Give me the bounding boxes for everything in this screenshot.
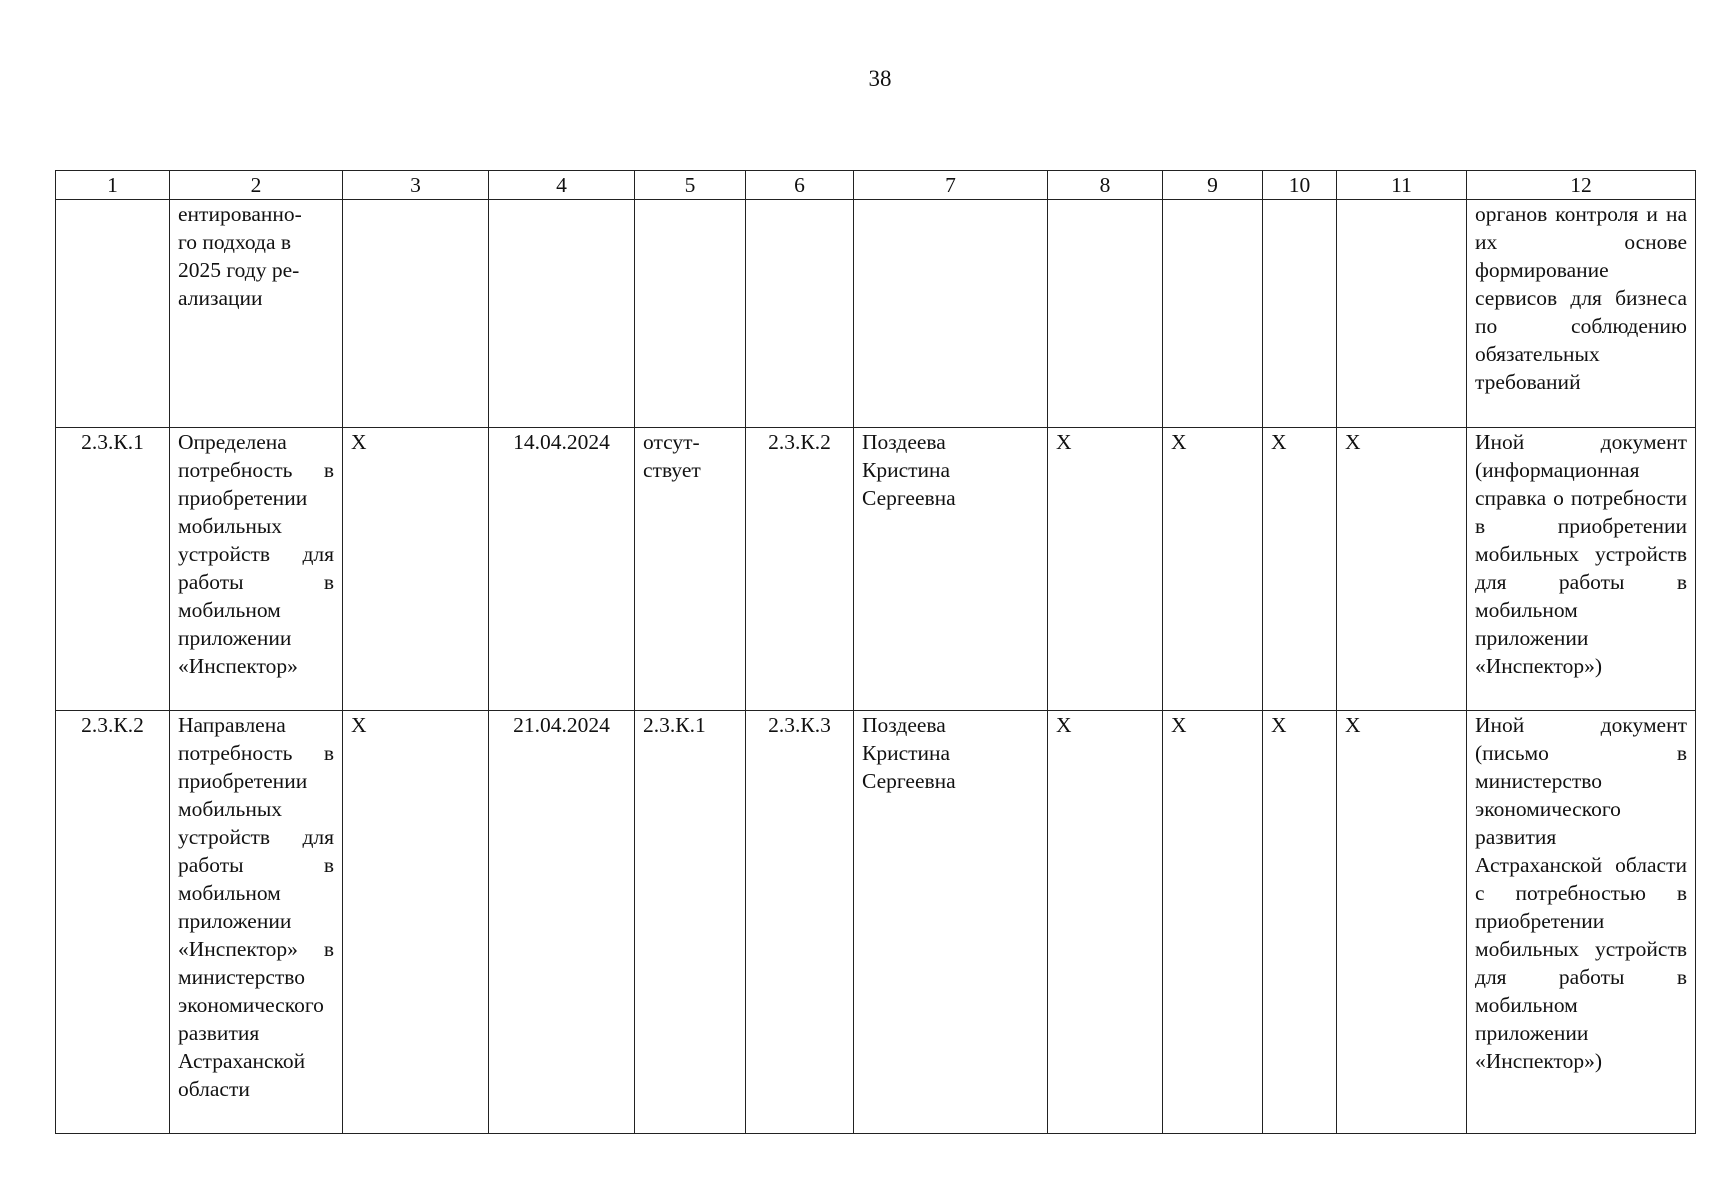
cell-col8 bbox=[1048, 200, 1163, 428]
column-header: 8 bbox=[1048, 171, 1163, 200]
cell-document: Иной документ (информационная справка о потребности в приобретении мобильных устройств для работы в мобильном приложении «Инспектор») bbox=[1467, 428, 1696, 711]
page-number: 38 bbox=[868, 66, 892, 91]
cell-col3: Х bbox=[343, 711, 489, 1134]
cell-col3 bbox=[343, 200, 489, 428]
cell-col11: Х bbox=[1337, 711, 1467, 1134]
cell-responsible: Поздеева Кристина Сергеевна bbox=[854, 711, 1048, 1134]
cell-col8: Х bbox=[1048, 428, 1163, 711]
cell-successor: 2.3.К.2 bbox=[746, 428, 854, 711]
column-header: 3 bbox=[343, 171, 489, 200]
cell-predecessor: 2.3.К.1 bbox=[635, 711, 746, 1134]
cell-col8: Х bbox=[1048, 711, 1163, 1134]
cell-successor bbox=[746, 200, 854, 428]
cell-event-name: ентированно- го подхода в 2025 году ре- ализации bbox=[170, 200, 343, 428]
cell-col10: Х bbox=[1263, 428, 1337, 711]
cell-col10: Х bbox=[1263, 711, 1337, 1134]
document-table bbox=[55, 170, 1696, 1134]
cell-event-name: Определена потребность в приобретении мобильных устройств для работы в мобильном приложении «Инспектор» bbox=[170, 428, 343, 711]
cell-responsible: Поздеева Кристина Сергеевна bbox=[854, 428, 1048, 711]
table-row bbox=[56, 428, 1696, 711]
cell-code bbox=[56, 200, 170, 428]
cell-code: 2.3.К.2 bbox=[56, 711, 170, 1134]
column-header: 9 bbox=[1163, 171, 1263, 200]
column-header: 7 bbox=[854, 171, 1048, 200]
header-row bbox=[56, 171, 1696, 200]
cell-predecessor: отсут- ствует bbox=[635, 428, 746, 711]
cell-date: 21.04.2024 bbox=[489, 711, 635, 1134]
column-header: 12 bbox=[1467, 171, 1696, 200]
column-header: 2 bbox=[170, 171, 343, 200]
column-header: 11 bbox=[1337, 171, 1467, 200]
cell-col9: Х bbox=[1163, 428, 1263, 711]
cell-successor: 2.3.К.3 bbox=[746, 711, 854, 1134]
column-header: 10 bbox=[1263, 171, 1337, 200]
column-header: 5 bbox=[635, 171, 746, 200]
cell-col9: Х bbox=[1163, 711, 1263, 1134]
column-header: 6 bbox=[746, 171, 854, 200]
cell-code: 2.3.К.1 bbox=[56, 428, 170, 711]
cell-col3: Х bbox=[343, 428, 489, 711]
cell-date: 14.04.2024 bbox=[489, 428, 635, 711]
cell-document: органов контроля и на их основе формирование сервисов для бизнеса по соблюдению обязательных требований bbox=[1467, 200, 1696, 428]
cell-col11 bbox=[1337, 200, 1467, 428]
column-header: 1 bbox=[56, 171, 170, 200]
table-row bbox=[56, 711, 1696, 1134]
cell-date bbox=[489, 200, 635, 428]
cell-responsible bbox=[854, 200, 1048, 428]
cell-col9 bbox=[1163, 200, 1263, 428]
cell-col11: Х bbox=[1337, 428, 1467, 711]
cell-predecessor bbox=[635, 200, 746, 428]
table-body bbox=[56, 200, 1696, 1134]
cell-document: Иной документ (письмо в министерство экономического развития Астраханской области с потребностью в приобретении мобильных устройств для работы в мобильном приложении «Инспектор») bbox=[1467, 711, 1696, 1134]
cell-event-name: Направлена потребность в приобретении мобильных устройств для работы в мобильном приложении «Инспектор» в министерство экономического развития Астраханской области bbox=[170, 711, 343, 1134]
table-row bbox=[56, 200, 1696, 428]
column-header: 4 bbox=[489, 171, 635, 200]
table-header bbox=[56, 171, 1696, 200]
cell-col10 bbox=[1263, 200, 1337, 428]
